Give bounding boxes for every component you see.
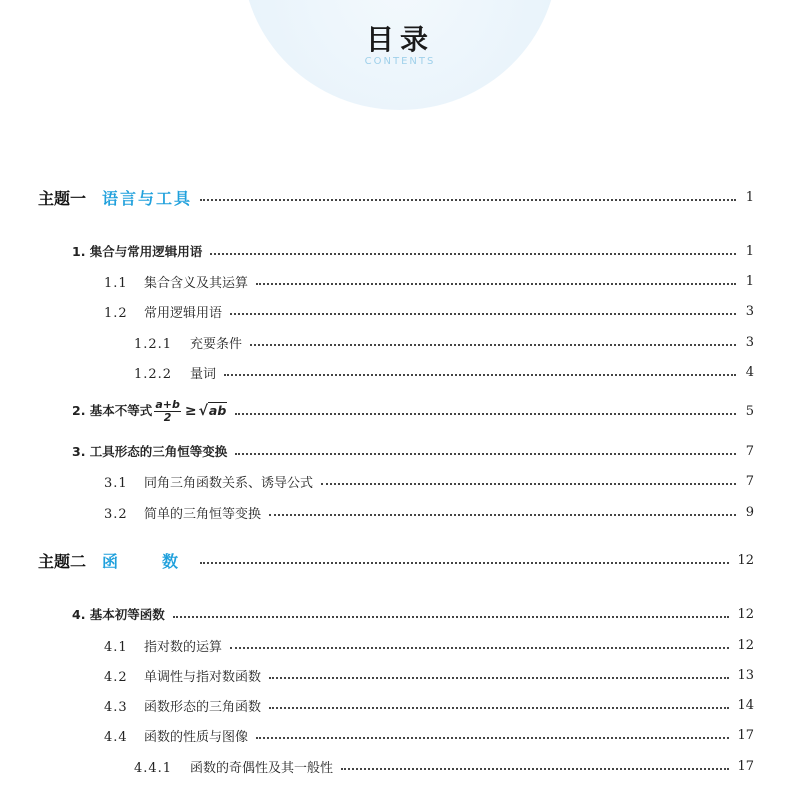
toc-entry-label (72, 442, 227, 460)
section-number: 4.1 (104, 639, 128, 655)
formula-denominator: 2 (163, 410, 172, 424)
toc-entry-label (72, 399, 227, 424)
toc-entry[interactable] (38, 549, 754, 571)
dot-leader (200, 199, 736, 201)
toc-entry[interactable] (134, 361, 754, 383)
toc-entry[interactable] (104, 501, 754, 523)
dot-leader (321, 483, 736, 485)
dot-leader (341, 768, 729, 770)
dot-leader (200, 562, 729, 564)
toc-entry[interactable] (38, 186, 754, 208)
page-number: 3 (745, 334, 754, 350)
toc-entry-label (104, 272, 248, 291)
section-number: 1.2.2 (134, 366, 173, 382)
page-number: 7 (745, 473, 754, 489)
chapter-title: 1. 集合与常用逻辑用语 (72, 244, 203, 259)
page-number: 3 (745, 303, 754, 319)
formula-relation: ≥ (184, 402, 197, 419)
toc-entry-label (104, 696, 261, 715)
section-title: 简单的三角恒等变换 (144, 506, 262, 522)
toc-entry-label (38, 549, 192, 572)
chapter-title: 3. 工具形态的三角恒等变换 (72, 444, 228, 459)
toc-entry[interactable] (104, 470, 754, 492)
toc-entry[interactable] (104, 270, 754, 292)
toc-entry[interactable] (72, 240, 754, 262)
dot-leader (173, 616, 730, 618)
section-title: 函数形态的三角函数 (144, 699, 262, 715)
formula-fraction (154, 399, 181, 424)
dot-leader (256, 737, 729, 739)
dot-leader (210, 253, 736, 255)
toc-entry-label (134, 757, 333, 776)
page-number: 17 (737, 727, 754, 743)
section-title: 量词 (190, 366, 217, 382)
toc-entry-label (104, 503, 261, 522)
toc-entry-label (104, 726, 248, 745)
page-subtitle: CONTENTS (364, 56, 436, 67)
toc-entry[interactable] (134, 331, 754, 353)
theme-number: 主题二 (38, 551, 87, 571)
page-number: 12 (737, 552, 754, 568)
toc-entry-label (104, 472, 313, 491)
dot-leader (230, 313, 736, 315)
theme-number: 主题一 (38, 188, 87, 208)
dot-leader (269, 677, 729, 679)
page-number: 14 (737, 697, 754, 713)
section-number: 1.2 (104, 305, 128, 321)
dot-leader (250, 344, 736, 346)
section-title: 指对数的运算 (144, 639, 223, 655)
page-number: 12 (737, 637, 754, 653)
toc-entry-label (38, 186, 192, 209)
toc-entry-label (134, 333, 242, 352)
page-title: 目录 (365, 23, 434, 56)
page-number: 1 (745, 273, 754, 289)
sqrt-icon: √ (198, 402, 208, 419)
toc-entry[interactable] (134, 755, 754, 777)
toc-entry-label (104, 666, 261, 685)
toc-entry[interactable] (72, 440, 754, 462)
section-title: 充要条件 (190, 336, 243, 352)
toc-entry[interactable] (104, 694, 754, 716)
section-title: 单调性与指对数函数 (144, 669, 262, 685)
page-number: 5 (745, 403, 754, 419)
page-number: 9 (745, 504, 754, 520)
toc-entry-label (72, 605, 165, 623)
toc-entry[interactable] (72, 397, 754, 424)
formula-numerator: a+b (155, 397, 180, 411)
page-number: 17 (737, 758, 754, 774)
section-number: 1.1 (104, 275, 128, 291)
section-number: 4.3 (104, 699, 128, 715)
theme-name: 语言与工具 (102, 188, 193, 208)
page-number: 7 (745, 443, 754, 459)
toc-entry[interactable] (104, 634, 754, 656)
chapter-title: 4. 基本初等函数 (72, 607, 165, 622)
section-number: 3.2 (104, 506, 128, 522)
toc-entry[interactable] (104, 664, 754, 686)
toc-entry-label (104, 636, 222, 655)
section-title: 集合含义及其运算 (144, 275, 249, 291)
section-title: 同角三角函数关系、诱导公式 (144, 475, 314, 491)
page-number: 1 (745, 243, 754, 259)
section-title: 函数的性质与图像 (144, 729, 249, 745)
section-number: 4.4 (104, 729, 128, 745)
section-number: 1.2.1 (134, 336, 173, 352)
section-number: 4.2 (104, 669, 128, 685)
page-number: 12 (737, 606, 754, 622)
dot-leader (224, 374, 736, 376)
section-title: 常用逻辑用语 (144, 305, 223, 321)
dot-leader (269, 514, 736, 516)
section-title: 函数的奇偶性及其一般性 (190, 760, 334, 776)
dot-leader (256, 283, 736, 285)
section-number: 3.1 (104, 475, 128, 491)
toc-entry[interactable] (72, 603, 754, 625)
chapter-title: 2. 基本不等式 (72, 402, 153, 418)
toc-entry-label (72, 242, 202, 260)
theme-name: 函 数 (102, 551, 193, 571)
dot-leader (235, 413, 736, 415)
dot-leader (235, 453, 736, 455)
toc-entry[interactable] (104, 724, 754, 746)
toc-entry[interactable] (104, 300, 754, 322)
page-number: 1 (745, 189, 754, 205)
toc-entry-label (104, 302, 222, 321)
page-number: 13 (737, 667, 754, 683)
page-number: 4 (745, 364, 754, 380)
section-number: 4.4.1 (134, 760, 173, 776)
toc-entry-label (134, 363, 216, 382)
formula-radicand: ab (208, 402, 227, 418)
dot-leader (269, 707, 729, 709)
dot-leader (230, 647, 729, 649)
